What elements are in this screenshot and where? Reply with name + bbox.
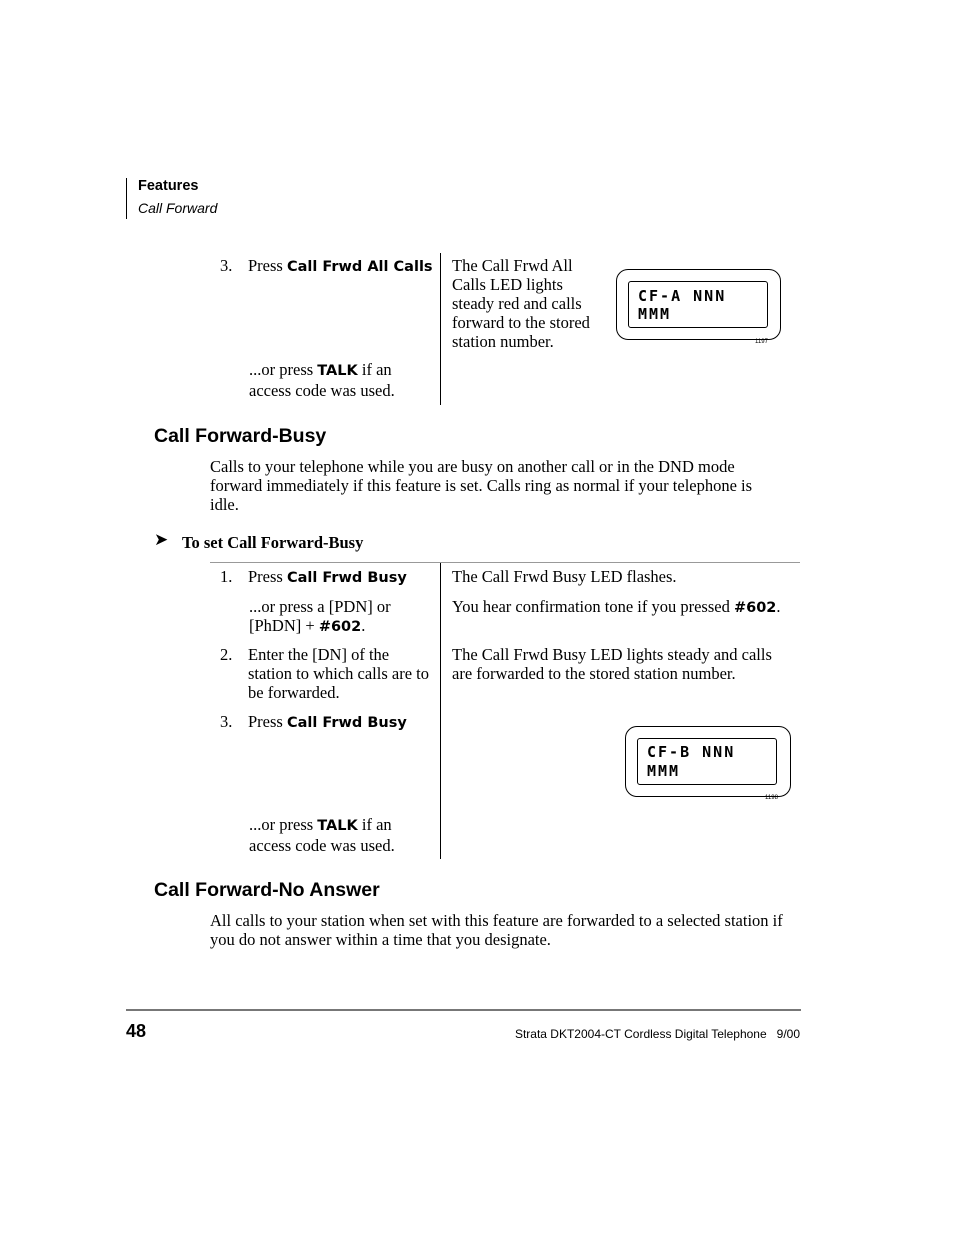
instruction-line: station to which calls are to bbox=[248, 664, 429, 683]
press-text: Press bbox=[248, 567, 287, 586]
lcd-line-2: MMM bbox=[647, 762, 681, 780]
step-number: 3. bbox=[220, 712, 233, 731]
step-number: 2. bbox=[220, 645, 233, 664]
lcd-display-cf-a bbox=[616, 269, 781, 340]
alt-line2: access code was used. bbox=[249, 836, 395, 855]
alt-prefix: ...or press bbox=[249, 815, 318, 834]
step-number: 1. bbox=[220, 567, 233, 586]
call-frwd-all-calls-key: Call Frwd All Calls bbox=[286, 259, 433, 275]
table-divider bbox=[440, 253, 441, 405]
lcd-line-1: CF-B NNN bbox=[647, 743, 736, 761]
step-number: 3. bbox=[220, 256, 233, 275]
alt-result-text: You hear confirmation tone if you pressed bbox=[452, 597, 734, 616]
alt-suffix: if an bbox=[357, 815, 392, 834]
result-line: forward to the stored bbox=[452, 313, 590, 332]
step-instruction bbox=[248, 256, 433, 277]
press-text: Press bbox=[248, 256, 287, 275]
result-line: The Call Frwd All bbox=[452, 256, 573, 275]
talk-key: TALK bbox=[317, 818, 358, 834]
busy-paragraph bbox=[210, 457, 810, 514]
alt-line1: ...or press a [PDN] or bbox=[249, 597, 391, 616]
figure-id: 1198 bbox=[765, 795, 778, 801]
paragraph-line: you do not answer within a time that you designate. bbox=[210, 930, 551, 949]
table-divider bbox=[440, 563, 441, 859]
result-line: steady red and calls bbox=[452, 294, 582, 313]
alt-prefix: ...or press bbox=[249, 360, 318, 379]
section-heading-busy: Call Forward-Busy bbox=[154, 425, 327, 447]
talk-key: TALK bbox=[317, 363, 358, 379]
header-chapter: Features bbox=[138, 178, 199, 194]
step-alternative bbox=[249, 597, 434, 637]
page-number: 48 bbox=[126, 1021, 147, 1041]
alt-line2: access code was used. bbox=[249, 381, 395, 400]
result-line: The Call Frwd Busy LED lights steady and calls bbox=[452, 645, 772, 664]
result-line: station number. bbox=[452, 332, 554, 351]
lcd-screen bbox=[637, 738, 777, 785]
instruction-line: Enter the [DN] of the bbox=[248, 645, 390, 664]
no-answer-paragraph bbox=[210, 911, 810, 949]
instruction-line: be forwarded. bbox=[248, 683, 340, 702]
step-instruction bbox=[248, 712, 407, 733]
result-line: are forwarded to the stored station number. bbox=[452, 664, 736, 683]
alt-prefix: [PhDN] + bbox=[249, 616, 319, 635]
step-result bbox=[452, 256, 612, 351]
step-result bbox=[452, 645, 797, 683]
paragraph-line: idle. bbox=[210, 495, 239, 514]
code-602-key: #602 bbox=[733, 600, 777, 616]
header-section: Call Forward bbox=[138, 200, 218, 216]
alt-result-suffix: . bbox=[776, 597, 781, 616]
alt-suffix: . bbox=[361, 616, 366, 635]
step-alternative bbox=[249, 815, 434, 855]
table-top-rule bbox=[210, 562, 800, 563]
step-result: The Call Frwd Busy LED flashes. bbox=[452, 567, 677, 586]
call-frwd-busy-key: Call Frwd Busy bbox=[286, 715, 407, 731]
lcd-line-2: MMM bbox=[638, 305, 672, 323]
alt-result bbox=[452, 597, 781, 618]
alt-suffix: if an bbox=[357, 360, 392, 379]
result-line: Calls LED lights bbox=[452, 275, 563, 294]
footer-title: Strata DKT2004-CT Cordless Digital Telephone 9/00 bbox=[514, 1027, 800, 1041]
footer-rule bbox=[126, 1009, 801, 1011]
section-heading-no-answer: Call Forward-No Answer bbox=[154, 879, 380, 901]
paragraph-line: All calls to your station when set with this feature are forwarded to a selected station if bbox=[210, 911, 783, 930]
call-frwd-busy-key: Call Frwd Busy bbox=[286, 570, 407, 586]
arrow-icon: ➤ bbox=[154, 530, 169, 550]
lcd-display-cf-b bbox=[625, 726, 791, 797]
paragraph-line: forward immediately if this feature is set. Calls ring as normal if your telephone is bbox=[210, 476, 753, 495]
step-instruction bbox=[248, 645, 438, 702]
press-text: Press bbox=[248, 712, 287, 731]
lcd-screen bbox=[628, 281, 768, 328]
step-alternative bbox=[249, 360, 434, 400]
header-rule bbox=[126, 178, 127, 219]
code-602-key: #602 bbox=[318, 619, 362, 635]
step-instruction bbox=[248, 567, 407, 588]
procedure-title: To set Call Forward-Busy bbox=[182, 533, 364, 552]
figure-id: 1197 bbox=[755, 339, 768, 345]
lcd-line-1: CF-A NNN bbox=[638, 287, 727, 305]
paragraph-line: Calls to your telephone while you are busy on another call or in the DND mode bbox=[210, 457, 735, 476]
